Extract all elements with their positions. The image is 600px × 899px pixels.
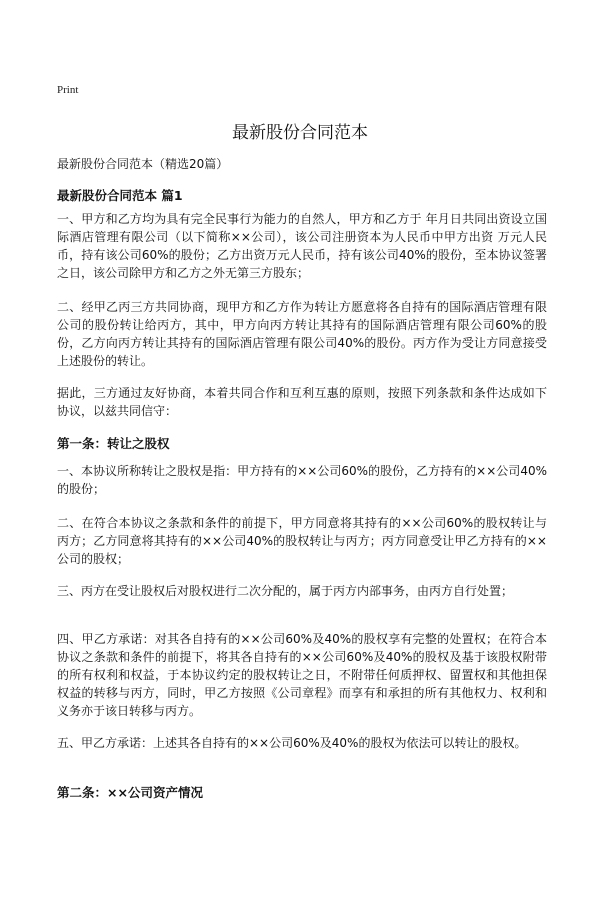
article-1-clause-4: 四、甲乙方承诺：对其各自持有的××公司60%及40%的股权享有完整的处置权；在符合本协议之条款和条件的前提下，将其各自持有的××公司60%及40%的股权及基于该股权附带的所有权利和权益，于本协议约定的股权转让之日，不附带任何质押权、留置权和其他担保权益的转移与丙方，同时，甲乙方按照《公司章程》而享有和承担的所有其他权力、权利和义务亦于该日转移与丙方。: [57, 632, 547, 718]
paragraph-1: 一、甲方和乙方均为具有完全民事行为能力的自然人，甲方和乙方于 年月日共同出资设立国际酒店管理有限公司（以下简称××公司），该公司注册资本为人民币中甲方出资 万元人民币，持有该公司60%的股份；乙方出资万元人民币，持有该公司40%的股份，至本协议签署之日，该公司除甲方和乙方之外无第三方股东；: [57, 212, 547, 280]
article-1-clause-2: 二、在符合本协议之条款和条件的前提下，甲方同意将其持有的××公司60%的股权转让与丙方；乙方同意将其持有的××公司40%的股权转让与丙方；丙方同意受让甲乙方持有的××公司的股权；: [57, 516, 547, 566]
document-subtitle: 最新股份合同范本（精选20篇）: [57, 157, 229, 171]
article-1-clause-1: 一、本协议所称转让之股权是指：甲方持有的××公司60%的股份，乙方持有的××公司40%的股份；: [57, 464, 547, 496]
article-2-heading: 第二条：××公司资产情况: [57, 785, 203, 800]
section-heading: 最新股份合同范本 篇1: [57, 188, 183, 203]
paragraph-3: 据此，三方通过友好协商，本着共同合作和互利互惠的原则，按照下列条款和条件达成如下协议，以兹共同信守：: [57, 386, 547, 418]
document-title: 最新股份合同范本: [232, 123, 368, 143]
article-1-heading: 第一条：转让之股权: [57, 436, 170, 451]
paragraph-2: 二、经甲乙丙三方共同协商，现甲方和乙方作为转让方愿意将各自持有的国际酒店管理有限公司的股份转让给丙方，其中，甲方向丙方转让其持有的国际酒店管理有限公司60%的股份，乙方向丙方转让其持有的国际酒店管理有限公司40%的股份。丙方作为受让方同意接受上述股份的转让。: [57, 300, 547, 368]
article-1-clause-3: 三、丙方在受让股权后对股权进行二次分配的，属于丙方内部事务，由丙方自行处置；: [57, 584, 514, 598]
print-label: Print: [57, 84, 79, 96]
article-1-clause-5: 五、甲乙方承诺：上述其各自持有的××公司60%及40%的股权为依法可以转让的股权。: [57, 736, 527, 750]
